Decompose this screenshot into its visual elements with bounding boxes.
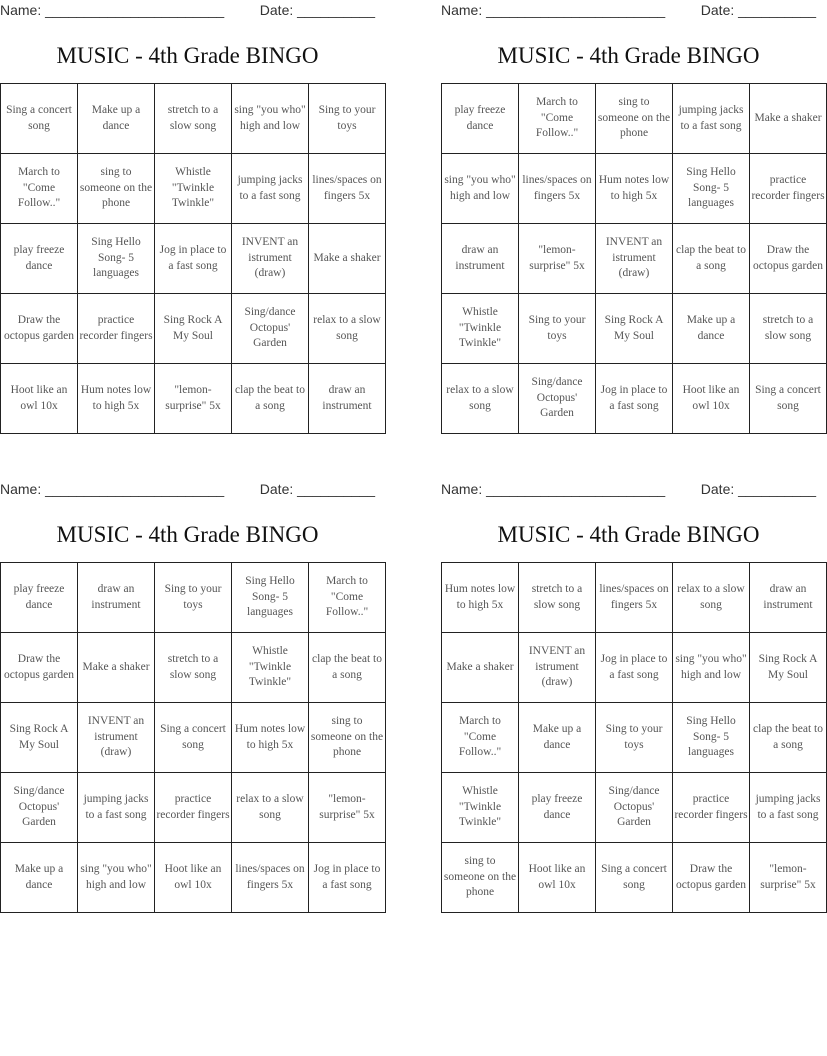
bingo-cell: practice recorder fingers [750, 154, 827, 224]
bingo-row [1, 84, 386, 154]
bingo-cell: practice recorder fingers [155, 773, 232, 843]
bingo-row [442, 633, 827, 703]
bingo-cell: stretch to a slow song [519, 563, 596, 633]
name-field-label: Name: _______________________ [0, 481, 225, 497]
bingo-cell: Make up a dance [1, 843, 78, 913]
bingo-cell: stretch to a slow song [750, 294, 827, 364]
name-date-line [0, 479, 375, 499]
name-date-line [441, 0, 816, 20]
bingo-cell: lines/spaces on fingers 5x [596, 563, 673, 633]
bingo-cell: jumping jacks to a fast song [673, 84, 750, 154]
bingo-cell: sing "you who" high and low [673, 633, 750, 703]
bingo-cell: Hum notes low to high 5x [78, 364, 155, 434]
bingo-cell: Sing to your toys [309, 84, 386, 154]
bingo-row [1, 563, 386, 633]
bingo-cell: lines/spaces on fingers 5x [232, 843, 309, 913]
bingo-cell: Sing/dance Octopus' Garden [519, 364, 596, 434]
bingo-cell: Draw the octopus garden [1, 294, 78, 364]
card-title: MUSIC - 4th Grade BINGO [497, 522, 760, 547]
bingo-cell: Hoot like an owl 10x [519, 843, 596, 913]
bingo-cell: Draw the octopus garden [750, 224, 827, 294]
bingo-cell: Sing Hello Song- 5 languages [232, 563, 309, 633]
date-field-label: Date: __________ [700, 481, 816, 497]
bingo-cell: INVENT an istrument (draw) [596, 224, 673, 294]
bingo-row [1, 633, 386, 703]
bingo-cell: Make a shaker [309, 224, 386, 294]
name-field-label: Name: _______________________ [441, 481, 666, 497]
bingo-cell: relax to a slow song [673, 563, 750, 633]
bingo-cell: Sing a concert song [1, 84, 78, 154]
bingo-cell: draw an instrument [309, 364, 386, 434]
bingo-cell: Sing/dance Octopus' Garden [596, 773, 673, 843]
bingo-row [1, 364, 386, 434]
bingo-cell: Whistle "Twinkle Twinkle" [232, 633, 309, 703]
bingo-cell: Hum notes low to high 5x [442, 563, 519, 633]
bingo-cell: sing "you who" high and low [232, 84, 309, 154]
bingo-row [1, 703, 386, 773]
bingo-cell: March to "Come Follow.." [1, 154, 78, 224]
bingo-cell: March to "Come Follow.." [442, 703, 519, 773]
bingo-cell: clap the beat to a song [673, 224, 750, 294]
date-field-label: Date: __________ [700, 2, 816, 18]
name-field-label: Name: _______________________ [0, 2, 225, 18]
bingo-grid [0, 83, 386, 434]
bingo-cell: Hum notes low to high 5x [596, 154, 673, 224]
bingo-cell: Hoot like an owl 10x [1, 364, 78, 434]
bingo-cell: March to "Come Follow.." [519, 84, 596, 154]
bingo-cell: clap the beat to a song [309, 633, 386, 703]
bingo-grid [441, 83, 827, 434]
bingo-cell: Sing Rock A My Soul [1, 703, 78, 773]
bingo-row [442, 364, 827, 434]
bingo-card [0, 479, 384, 891]
bingo-cell: Sing Hello Song- 5 languages [78, 224, 155, 294]
bingo-row [442, 773, 827, 843]
bingo-cell: play freeze dance [442, 84, 519, 154]
bingo-row [442, 843, 827, 913]
bingo-cell: Hum notes low to high 5x [232, 703, 309, 773]
bingo-grid [441, 562, 827, 913]
name-date-line [441, 479, 816, 499]
bingo-cell: Draw the octopus garden [1, 633, 78, 703]
bingo-cell: jumping jacks to a fast song [750, 773, 827, 843]
bingo-row [1, 843, 386, 913]
bingo-cell: Whistle "Twinkle Twinkle" [442, 294, 519, 364]
bingo-cell: relax to a slow song [309, 294, 386, 364]
bingo-cell: Make up a dance [78, 84, 155, 154]
bingo-row [442, 294, 827, 364]
bingo-cell: lines/spaces on fingers 5x [309, 154, 386, 224]
bingo-row [1, 294, 386, 364]
bingo-cell: stretch to a slow song [155, 84, 232, 154]
bingo-cell: Sing/dance Octopus' Garden [232, 294, 309, 364]
bingo-cell: Sing to your toys [596, 703, 673, 773]
bingo-cell: relax to a slow song [232, 773, 309, 843]
name-date-line [0, 0, 375, 20]
bingo-cell: "lemon-surprise" 5x [155, 364, 232, 434]
bingo-cell: INVENT an istrument (draw) [519, 633, 596, 703]
bingo-cell: March to "Come Follow.." [309, 563, 386, 633]
bingo-cell: Sing to your toys [519, 294, 596, 364]
bingo-cell: Jog in place to a fast song [596, 633, 673, 703]
bingo-card [0, 0, 382, 412]
bingo-cell: "lemon-surprise" 5x [750, 843, 827, 913]
bingo-cell: INVENT an istrument (draw) [232, 224, 309, 294]
bingo-cell: Jog in place to a fast song [309, 843, 386, 913]
bingo-cell: Jog in place to a fast song [596, 364, 673, 434]
bingo-cell: Whistle "Twinkle Twinkle" [155, 154, 232, 224]
bingo-cell: stretch to a slow song [155, 633, 232, 703]
bingo-cell: INVENT an istrument (draw) [78, 703, 155, 773]
bingo-cell: sing to someone on the phone [596, 84, 673, 154]
bingo-row [442, 154, 827, 224]
bingo-cell: Sing a concert song [155, 703, 232, 773]
bingo-cell: jumping jacks to a fast song [232, 154, 309, 224]
bingo-card [441, 0, 825, 420]
bingo-cell: Make up a dance [519, 703, 596, 773]
bingo-cell: sing to someone on the phone [309, 703, 386, 773]
card-title: MUSIC - 4th Grade BINGO [56, 522, 319, 547]
bingo-cell: Sing a concert song [750, 364, 827, 434]
bingo-cell: "lemon-surprise" 5x [309, 773, 386, 843]
bingo-cell: Sing Rock A My Soul [750, 633, 827, 703]
bingo-cell: Sing Rock A My Soul [596, 294, 673, 364]
bingo-cell: jumping jacks to a fast song [78, 773, 155, 843]
bingo-cell: Sing a concert song [596, 843, 673, 913]
bingo-cell: Make up a dance [673, 294, 750, 364]
bingo-cell: practice recorder fingers [78, 294, 155, 364]
bingo-row [442, 703, 827, 773]
bingo-card [441, 479, 823, 899]
bingo-row [1, 773, 386, 843]
bingo-cell: sing "you who" high and low [442, 154, 519, 224]
bingo-cell: Sing Rock A My Soul [155, 294, 232, 364]
date-field-label: Date: __________ [259, 481, 375, 497]
bingo-cell: draw an instrument [750, 563, 827, 633]
bingo-grid [0, 562, 386, 913]
bingo-cell: Hoot like an owl 10x [155, 843, 232, 913]
bingo-cell: Sing Hello Song- 5 languages [673, 154, 750, 224]
bingo-cell: Draw the octopus garden [673, 843, 750, 913]
bingo-cell: play freeze dance [1, 563, 78, 633]
bingo-row [1, 154, 386, 224]
bingo-cell: draw an instrument [78, 563, 155, 633]
bingo-cell: Jog in place to a fast song [155, 224, 232, 294]
bingo-cell: sing to someone on the phone [78, 154, 155, 224]
bingo-cell: sing to someone on the phone [442, 843, 519, 913]
card-title: MUSIC - 4th Grade BINGO [497, 43, 760, 68]
bingo-row [442, 224, 827, 294]
bingo-row [1, 224, 386, 294]
date-field-label: Date: __________ [259, 2, 375, 18]
bingo-cell: Sing to your toys [155, 563, 232, 633]
bingo-row [442, 563, 827, 633]
bingo-cell: clap the beat to a song [232, 364, 309, 434]
bingo-cell: Hoot like an owl 10x [673, 364, 750, 434]
bingo-cell: relax to a slow song [442, 364, 519, 434]
name-field-label: Name: _______________________ [441, 2, 666, 18]
bingo-cell: draw an instrument [442, 224, 519, 294]
bingo-cell: Make a shaker [442, 633, 519, 703]
bingo-row [442, 84, 827, 154]
bingo-cell: clap the beat to a song [750, 703, 827, 773]
bingo-cell: Whistle "Twinkle Twinkle" [442, 773, 519, 843]
bingo-cell: play freeze dance [519, 773, 596, 843]
bingo-cell: Make a shaker [78, 633, 155, 703]
bingo-cell: practice recorder fingers [673, 773, 750, 843]
bingo-cell: Sing/dance Octopus' Garden [1, 773, 78, 843]
bingo-cell: lines/spaces on fingers 5x [519, 154, 596, 224]
bingo-cell: "lemon-surprise" 5x [519, 224, 596, 294]
bingo-cell: sing "you who" high and low [78, 843, 155, 913]
card-title: MUSIC - 4th Grade BINGO [56, 43, 319, 68]
bingo-cell: Sing Hello Song- 5 languages [673, 703, 750, 773]
bingo-cell: Make a shaker [750, 84, 827, 154]
bingo-cell: play freeze dance [1, 224, 78, 294]
